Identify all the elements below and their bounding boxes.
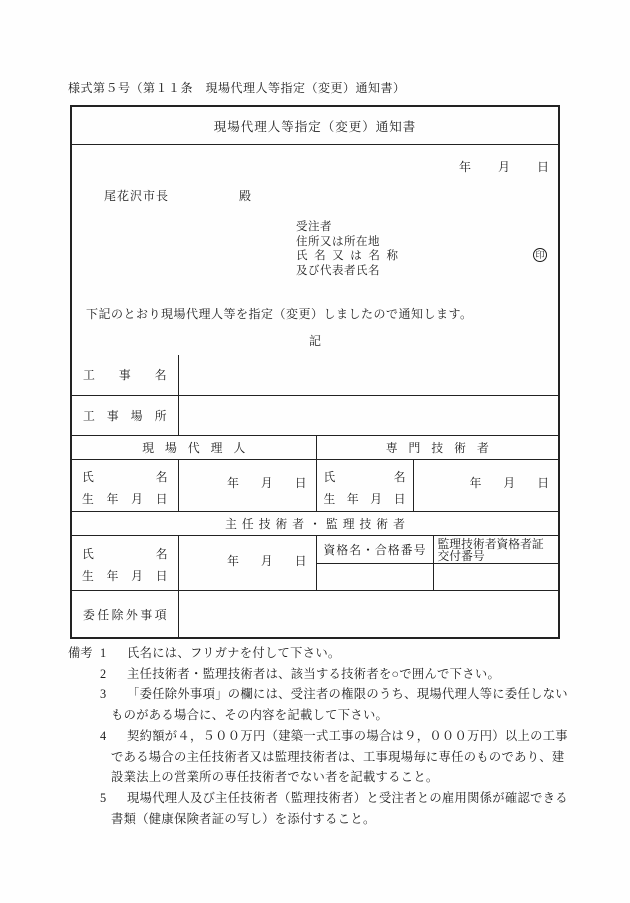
remark-text: 氏名には、フリガナを付して下さい。 <box>127 646 341 660</box>
remark-line <box>68 684 620 705</box>
day-label: 日 <box>294 553 307 568</box>
remark-line <box>68 705 620 726</box>
issue-date-line <box>459 158 549 175</box>
remark-line <box>68 726 620 747</box>
construction-site-label: 工事場所 <box>72 395 178 435</box>
qualification-label: 資格名・合格番号 <box>316 535 433 563</box>
table-row <box>72 590 558 638</box>
chief-engineer-header: 主任技術者・監理技術者 <box>72 511 558 535</box>
construction-site-field <box>178 395 558 435</box>
sender-name-label: 氏名又は名称 <box>296 250 398 262</box>
document-title: 現場代理人等指定（変更）通知書 <box>72 107 558 145</box>
specialist-name-birth-labels <box>316 459 413 511</box>
remark-number: 5 <box>100 790 107 805</box>
site-agent-name-birth-labels <box>72 459 178 511</box>
day-label: 日 <box>536 160 549 174</box>
table-row <box>72 459 558 511</box>
construction-name-field <box>178 355 558 395</box>
day-label: 日 <box>294 476 307 490</box>
birthdate-placeholder <box>179 474 316 496</box>
day-label: 日 <box>537 476 549 490</box>
remark-text: 書類（健康保険者証の写し）を添付すること。 <box>111 811 376 826</box>
construction-name-label: 工事名 <box>72 355 178 395</box>
year-label: 年 <box>227 553 239 568</box>
table-row <box>72 435 558 459</box>
addressee-honorific: 殿 <box>239 189 253 203</box>
sender-block <box>296 220 398 278</box>
remark-line <box>68 809 620 830</box>
birthdate-placeholder <box>414 474 559 496</box>
name-label: 氏名 <box>82 469 168 484</box>
remark-line <box>68 767 620 788</box>
sender-address-label: 住所又は所在地 <box>296 235 380 248</box>
year-label: 年 <box>227 476 239 490</box>
remarks-section <box>68 643 620 829</box>
table-row <box>72 395 558 435</box>
year-label: 年 <box>458 160 471 174</box>
remark-line <box>68 643 620 664</box>
chief-name-birth-field <box>178 535 316 590</box>
site-agent-name-birth-field <box>178 459 316 511</box>
month-label: 月 <box>260 476 273 490</box>
remark-text: ものがある場合に、その内容を記載して下さい。 <box>111 708 389 723</box>
remark-line <box>68 788 620 809</box>
specialist-name-birth-field <box>413 459 558 511</box>
remark-number: 3 <box>100 687 107 702</box>
remark-text: 契約額が４，５００万円（建築一式工事の場合は９，０００万円）以上の工事 <box>127 728 568 743</box>
birthdate-label: 生年月日 <box>323 491 406 506</box>
table-row <box>72 535 558 563</box>
remark-text: 設業法上の営業所の専任技術者でない者を記載すること。 <box>111 770 439 785</box>
addressee-line <box>104 187 252 204</box>
form-table <box>72 355 558 638</box>
record-mark: 記 <box>308 334 321 348</box>
addressee-name: 尾花沢市長 <box>104 189 170 203</box>
remark-number: 1 <box>100 646 107 660</box>
birthdate-label: 生年月日 <box>82 569 168 583</box>
exclusion-label: 委任除外事項 <box>72 590 178 638</box>
remark-text: 主任技術者・監理技術者は、該当する技術者を○で囲んで下さい。 <box>127 666 501 681</box>
notification-form-box <box>70 105 560 639</box>
form-number-heading: 様式第５号（第１１条 現場代理人等指定（変更）通知書） <box>68 81 406 95</box>
remark-line <box>68 747 620 768</box>
seal-mark: 印 <box>533 248 547 262</box>
remark-text: 「委任除外事項」の欄には、受注者の権限のうち、現場代理人等に委任しない <box>127 687 568 702</box>
table-row <box>72 355 558 395</box>
sender-representative-label: 及び代表者氏名 <box>296 264 380 277</box>
license-number-field <box>433 563 558 590</box>
remark-number: 2 <box>100 666 107 681</box>
qualification-field <box>316 563 433 590</box>
birthdate-placeholder <box>179 552 316 574</box>
sender-label: 受注者 <box>296 221 332 233</box>
exclusion-field <box>178 590 558 638</box>
table-row <box>72 511 558 535</box>
remark-number: 4 <box>100 728 107 743</box>
remark-text: 現場代理人及び主任技術者（監理技術者）と受注者との雇用関係が確認できる <box>127 790 568 805</box>
remark-text: である場合の主任技術者又は監理技術者は、工事現場毎に専任のものであり、建 <box>111 749 565 764</box>
year-label: 年 <box>469 476 482 490</box>
license-number-label: 監理技術者資格者証交付番号 <box>433 535 558 563</box>
notification-sentence: 下記のとおり現場代理人等を指定（変更）しましたので通知します。 <box>86 307 473 321</box>
name-label: 氏名 <box>323 469 406 484</box>
name-label: 氏名 <box>82 547 168 561</box>
month-label: 月 <box>260 553 273 568</box>
specialist-engineer-header: 専門技術者 <box>316 435 558 459</box>
remarks-heading: 備考 <box>68 646 93 660</box>
chief-name-birth-labels <box>72 535 178 590</box>
birthdate-label: 生年月日 <box>82 491 168 506</box>
month-label: 月 <box>497 160 510 174</box>
remark-line <box>68 664 620 685</box>
month-label: 月 <box>503 476 516 490</box>
site-agent-header: 現場代理人 <box>72 435 316 459</box>
